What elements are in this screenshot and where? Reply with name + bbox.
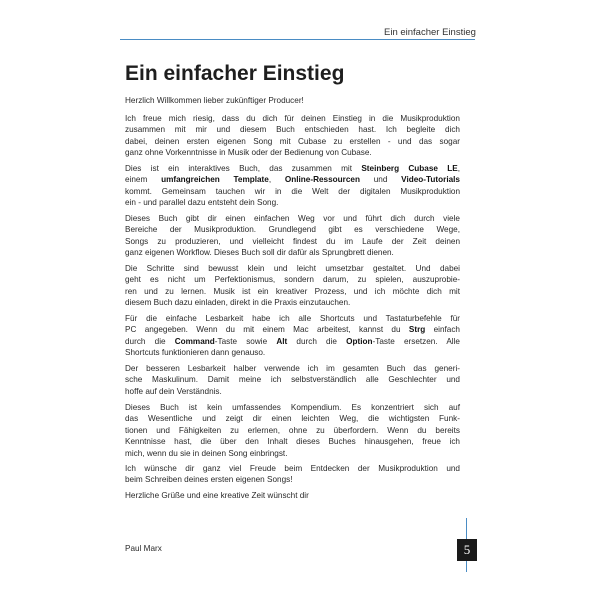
author-signature: Paul Marx xyxy=(125,544,162,553)
text-line: Bereiche der Musikproduktion. Grundlegend gibt es verschiedene Wege, xyxy=(125,225,460,235)
text-line: das Wesentliche und zeigt dir einen leichten Weg, die wichtigsten Funk- xyxy=(125,414,460,424)
text-line: dabei, deinen ersten eigenen Song mit Cubase zu erstellen - und das sogar xyxy=(125,136,460,146)
text-line: Dies ist ein interaktives Buch, das zusammen mit Steinberg Cubase LE, xyxy=(125,164,460,173)
header-rule xyxy=(120,39,475,40)
text-line: tionen und Fähigkeiten zu erlernen, ohne zu überfordern. Wenn du bereits xyxy=(125,425,460,435)
text-line: kommt. Gemeinsam tauchen wir in die Welt der digitalen Musikproduktion xyxy=(125,186,460,196)
path-paragraph xyxy=(125,213,460,259)
text-line: ren und zu lernen. Musik ist ein kreativer Prozess, und ich möchte dich mit xyxy=(125,286,460,296)
wishes-paragraph xyxy=(125,463,460,486)
text-line: geht es nicht um Perfektionismus, sondern darum, zu spielen, auszuprobie- xyxy=(125,275,460,285)
closing-paragraph xyxy=(125,490,460,501)
text-line: sche Maskulinum. Damit meine ich selbstverständlich alle Geschlechter und xyxy=(125,375,460,385)
text-line: diesem Buch dazu einladen, direkt in die Praxis einzutauchen. xyxy=(125,298,351,308)
text-line: Herzlich Willkommen lieber zukünftiger Producer! xyxy=(125,96,304,105)
bold-term: Online-Ressourcen xyxy=(284,175,360,185)
page-title: Ein einfacher Einstieg xyxy=(125,62,345,85)
compendium-paragraph xyxy=(125,402,460,459)
text-line: Kenntnisse hast, die über den Inhalt dieses Buches hinausgehen, freue ich xyxy=(125,437,460,447)
bold-term: Command xyxy=(174,336,215,346)
text-line: ganz ohne Vorkenntnisse in Musik oder der Bedienung von Cubase. xyxy=(125,148,372,158)
text-line: einem umfangreichen Template, Online-Ressourcen und Video-Tutorials xyxy=(125,175,460,185)
text-line: durch die Command-Taste sowie Alt durch die Option-Taste ersetzen. Alle xyxy=(125,336,460,346)
bold-term: Option xyxy=(346,336,373,346)
page-number: 5 xyxy=(457,539,477,561)
text-line: Herzliche Grüße und eine kreative Zeit wünscht dir xyxy=(125,491,309,500)
bold-term: Alt xyxy=(276,336,288,346)
text-line: ganz eigenen Workflow. Dieses Buch soll dir dafür als Sprungbrett dienen. xyxy=(125,248,394,258)
text-line: ein - und parallel dazu entsteht dein Song. xyxy=(125,198,279,208)
text-line: beim Schreiben deines ersten eigenen Songs! xyxy=(125,475,293,485)
shortcuts-paragraph xyxy=(125,313,460,359)
running-header-title: Ein einfacher Einstieg xyxy=(384,27,476,38)
text-line: Dieses Buch ist kein umfassendes Kompendium. Es konzentriert sich auf xyxy=(125,403,460,412)
text-line: Der besseren Lesbarkeit halber verwende ich im gesamten Buch das generi- xyxy=(125,364,460,373)
text-line: hoffe auf dein Verständnis. xyxy=(125,386,222,396)
text-line: Dieses Buch gibt dir einen einfachen Weg vor und führt dich durch viele xyxy=(125,214,460,223)
readability-paragraph xyxy=(125,363,460,397)
steps-paragraph xyxy=(125,263,460,309)
text-line: Die Schritte sind bewusst klein und leicht umsetzbar gestaltet. Und dabei xyxy=(125,264,460,273)
text-line: PC angegeben. Wenn du mit einem Mac arbeitest, kannst du Strg einfach xyxy=(125,325,460,335)
interactive-book-paragraph xyxy=(125,163,460,209)
text-line: Für die einfache Lesbarkeit habe ich alle Shortcuts und Tastaturbefehle für xyxy=(125,314,460,323)
intro-paragraph xyxy=(125,113,460,159)
bold-term: Video-Tutorials xyxy=(401,175,460,185)
bold-term: Strg xyxy=(408,325,426,335)
bold-term: Steinberg Cubase LE xyxy=(361,164,458,173)
text-line: Ich freue mich riesig, dass du dich für deinen Einstieg in die Musikproduktion xyxy=(125,114,460,123)
text-line: Songs zu produzieren, und vielleicht findest du im Laufe der Zeit deinen xyxy=(125,236,460,246)
text-line: Ich wünsche dir ganz viel Freude beim Entdecken der Musikproduktion und xyxy=(125,464,460,473)
greeting-paragraph xyxy=(125,95,460,106)
text-line: zusammen mit mir und diesem Buch entschieden hast. Ich begleite dich xyxy=(125,125,460,135)
text-line: Shortcuts funktionieren dann genauso. xyxy=(125,348,266,358)
text-line: mich, wenn du sie in deinen Song einbringst. xyxy=(125,448,288,458)
bold-term: umfangreichen Template xyxy=(161,175,269,185)
